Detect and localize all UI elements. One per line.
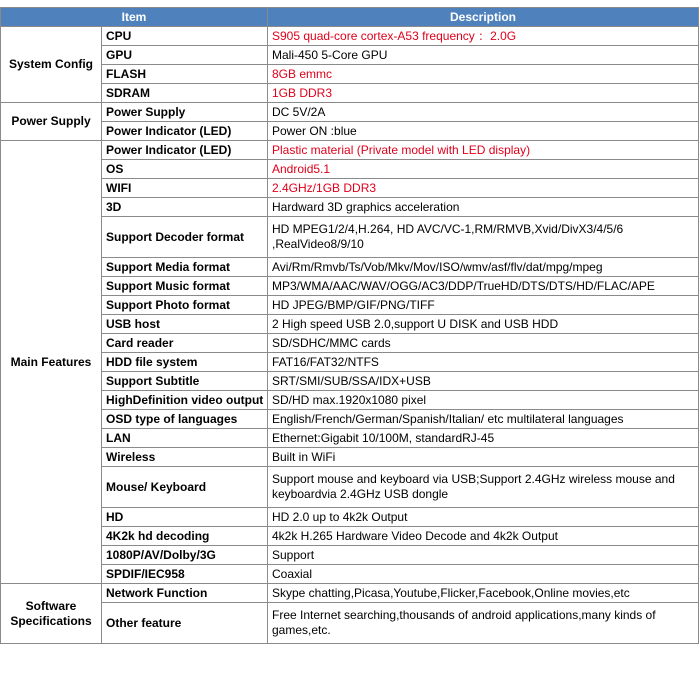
table-row bbox=[1, 277, 699, 296]
description-cell: S905 quad-core cortex-A53 frequency ：2.0G bbox=[268, 27, 699, 46]
table-row bbox=[1, 603, 699, 644]
description-cell: Power ON :blue bbox=[268, 122, 699, 141]
item-cell: OS bbox=[102, 160, 268, 179]
table-row bbox=[1, 315, 699, 334]
table-row bbox=[1, 353, 699, 372]
item-cell: Support Decoder format bbox=[102, 217, 268, 258]
table-row bbox=[1, 527, 699, 546]
description-cell: Android5.1 bbox=[268, 160, 699, 179]
description-cell: English/French/German/Spanish/Italian/ etc multilateral languages bbox=[268, 410, 699, 429]
table-row bbox=[1, 584, 699, 603]
group-label: Power Supply bbox=[1, 103, 102, 141]
item-cell: Support Media format bbox=[102, 258, 268, 277]
item-cell: Card reader bbox=[102, 334, 268, 353]
description-cell: Support bbox=[268, 546, 699, 565]
table-row bbox=[1, 429, 699, 448]
description-cell: HD JPEG/BMP/GIF/PNG/TIFF bbox=[268, 296, 699, 315]
item-cell: SDRAM bbox=[102, 84, 268, 103]
table-row bbox=[1, 103, 699, 122]
description-cell: HD MPEG1/2/4,H.264, HD AVC/VC-1,RM/RMVB,Xvid/DivX3/4/5/6 ,RealVideo8/9/10 bbox=[268, 217, 699, 258]
spec-sheet bbox=[0, 7, 698, 644]
description-cell: Hardward 3D graphics acceleration bbox=[268, 198, 699, 217]
table-header-row bbox=[1, 8, 699, 27]
item-cell: Support Photo format bbox=[102, 296, 268, 315]
item-cell: 1080P/AV/Dolby/3G bbox=[102, 546, 268, 565]
item-cell: Other feature bbox=[102, 603, 268, 644]
description-cell: 2.4GHz/1GB DDR3 bbox=[268, 179, 699, 198]
table-row bbox=[1, 217, 699, 258]
item-cell: CPU bbox=[102, 27, 268, 46]
description-cell: 8GB emmc bbox=[268, 65, 699, 84]
item-cell: 4K2k hd decoding bbox=[102, 527, 268, 546]
description-column-header: Description bbox=[268, 8, 699, 27]
description-cell: 1GB DDR3 bbox=[268, 84, 699, 103]
item-cell: Power Indicator (LED) bbox=[102, 122, 268, 141]
item-cell: Support Music format bbox=[102, 277, 268, 296]
table-row bbox=[1, 546, 699, 565]
description-cell: 2 High speed USB 2.0,support U DISK and USB HDD bbox=[268, 315, 699, 334]
description-cell: Mali-450 5-Core GPU bbox=[268, 46, 699, 65]
table-row bbox=[1, 258, 699, 277]
item-cell: FLASH bbox=[102, 65, 268, 84]
item-cell: SPDIF/IEC958 bbox=[102, 565, 268, 584]
item-cell: LAN bbox=[102, 429, 268, 448]
table-row bbox=[1, 565, 699, 584]
description-cell: Avi/Rm/Rmvb/Ts/Vob/Mkv/Mov/ISO/wmv/asf/flv/dat/mpg/mpeg bbox=[268, 258, 699, 277]
description-cell: 4k2k H.265 Hardware Video Decode and 4k2k Output bbox=[268, 527, 699, 546]
item-cell: Network Function bbox=[102, 584, 268, 603]
item-cell: Power Indicator (LED) bbox=[102, 141, 268, 160]
group-label: Main Features bbox=[1, 141, 102, 584]
table-row bbox=[1, 46, 699, 65]
table-row bbox=[1, 391, 699, 410]
description-cell: Support mouse and keyboard via USB;Support 2.4GHz wireless mouse and keyboardvia 2.4GHz USB dongle bbox=[268, 467, 699, 508]
table-row bbox=[1, 160, 699, 179]
group-label: System Config bbox=[1, 27, 102, 103]
item-cell: Wireless bbox=[102, 448, 268, 467]
table-row bbox=[1, 141, 699, 160]
item-cell: OSD type of languages bbox=[102, 410, 268, 429]
item-cell: Power Supply bbox=[102, 103, 268, 122]
table-row bbox=[1, 334, 699, 353]
item-cell: USB host bbox=[102, 315, 268, 334]
description-cell: Built in WiFi bbox=[268, 448, 699, 467]
item-cell: WIFI bbox=[102, 179, 268, 198]
item-cell: Mouse/ Keyboard bbox=[102, 467, 268, 508]
item-cell: HighDefinition video output bbox=[102, 391, 268, 410]
description-cell: Ethernet:Gigabit 10/100M, standardRJ-45 bbox=[268, 429, 699, 448]
table-row bbox=[1, 198, 699, 217]
item-cell: 3D bbox=[102, 198, 268, 217]
table-row bbox=[1, 410, 699, 429]
table-row bbox=[1, 27, 699, 46]
table-row bbox=[1, 179, 699, 198]
item-column-header: Item bbox=[1, 8, 268, 27]
item-cell: GPU bbox=[102, 46, 268, 65]
item-cell: HDD file system bbox=[102, 353, 268, 372]
table-row bbox=[1, 296, 699, 315]
description-cell: FAT16/FAT32/NTFS bbox=[268, 353, 699, 372]
description-cell: HD 2.0 up to 4k2k Output bbox=[268, 508, 699, 527]
table-row bbox=[1, 84, 699, 103]
description-cell: SD/SDHC/MMC cards bbox=[268, 334, 699, 353]
description-cell: SRT/SMI/SUB/SSA/IDX+USB bbox=[268, 372, 699, 391]
description-cell: Coaxial bbox=[268, 565, 699, 584]
table-row bbox=[1, 467, 699, 508]
item-cell: HD bbox=[102, 508, 268, 527]
table-row bbox=[1, 448, 699, 467]
description-cell: DC 5V/2A bbox=[268, 103, 699, 122]
table-row bbox=[1, 65, 699, 84]
table-row bbox=[1, 508, 699, 527]
group-label: Software Specifications bbox=[1, 584, 102, 644]
item-cell: Support Subtitle bbox=[102, 372, 268, 391]
table-row bbox=[1, 372, 699, 391]
description-cell: Skype chatting,Picasa,Youtube,Flicker,Facebook,Online movies,etc bbox=[268, 584, 699, 603]
description-cell: Free Internet searching,thousands of android applications,many kinds of games,etc. bbox=[268, 603, 699, 644]
description-cell: MP3/WMA/AAC/WAV/OGG/AC3/DDP/TrueHD/DTS/DTS/HD/FLAC/APE bbox=[268, 277, 699, 296]
spec-table bbox=[0, 7, 699, 644]
table-row bbox=[1, 122, 699, 141]
description-cell: SD/HD max.1920x1080 pixel bbox=[268, 391, 699, 410]
description-cell: Plastic material (Private model with LED display) bbox=[268, 141, 699, 160]
